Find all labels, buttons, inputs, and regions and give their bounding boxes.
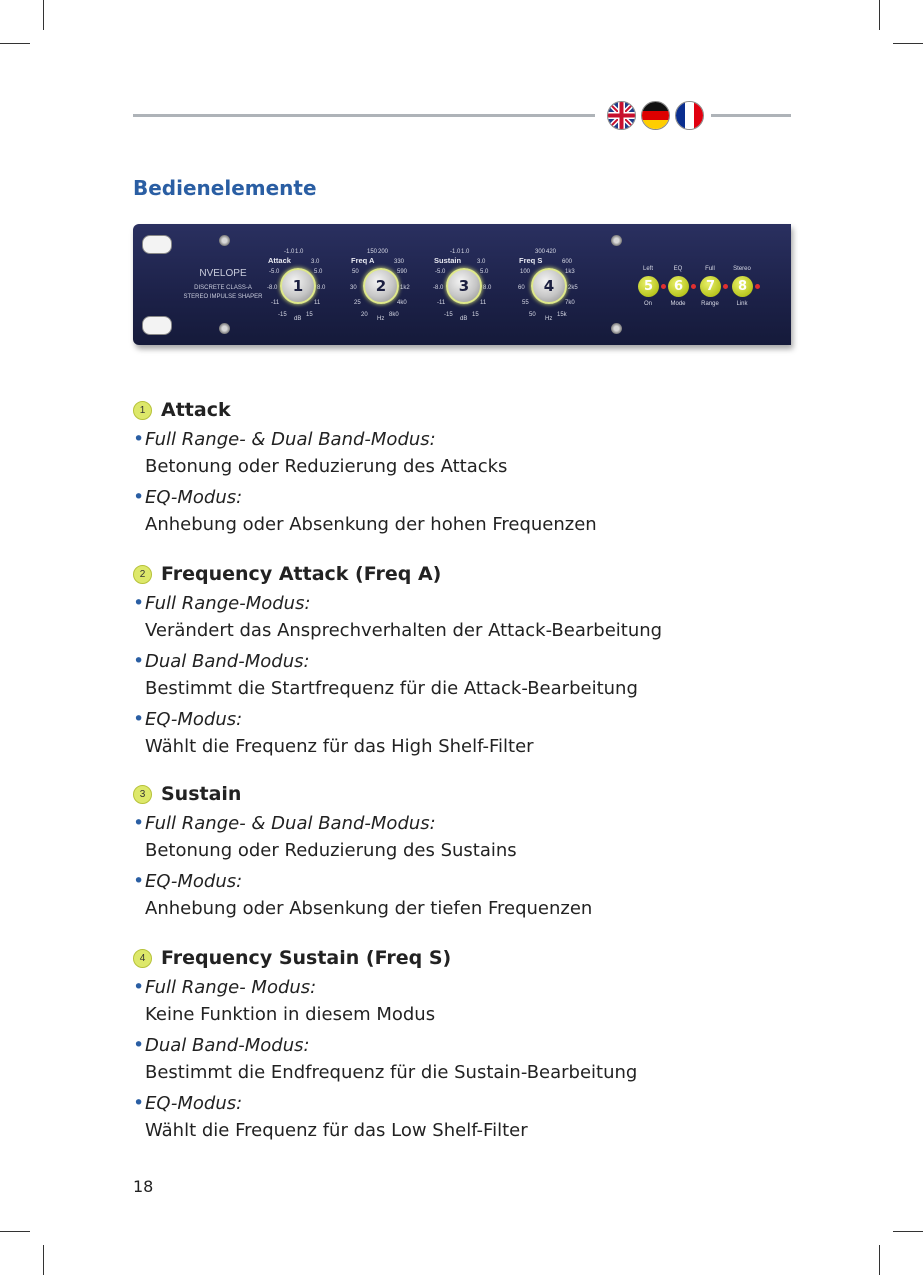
mode-name: EQ-Modus: bbox=[145, 871, 243, 892]
mode-description: Bestimmt die Startfrequenz für die Attack-Bearbeitung bbox=[145, 678, 638, 699]
knob-scale-value: 30 bbox=[350, 285, 357, 291]
bullet-icon: • bbox=[133, 1092, 145, 1114]
knob-scale-value: 100 bbox=[520, 269, 531, 275]
section-heading bbox=[133, 398, 833, 422]
knob-scale-value: 2k5 bbox=[568, 285, 578, 291]
crop-mark bbox=[893, 1231, 923, 1232]
knob-scale-value: -8.0 bbox=[267, 285, 278, 291]
page-title: Bedienelemente bbox=[133, 176, 317, 200]
bullet-icon: • bbox=[133, 486, 145, 508]
knob-4[interactable]: 4 bbox=[531, 268, 567, 304]
control-section bbox=[133, 946, 833, 1144]
button-6[interactable]: 6 bbox=[668, 276, 689, 297]
control-section bbox=[133, 562, 833, 760]
section-number-badge: 4 bbox=[133, 949, 152, 968]
uk-flag-icon[interactable] bbox=[607, 101, 636, 130]
knob-label: Sustain bbox=[434, 256, 462, 265]
button-top-label: Full bbox=[705, 266, 715, 272]
knob-scale-value: 600 bbox=[562, 259, 573, 265]
knob-scale-value: 15 bbox=[306, 312, 313, 318]
knob-scale-value: -5.0 bbox=[269, 269, 280, 275]
knob-scale-value: -15 bbox=[444, 312, 453, 318]
knob-scale-value: 11 bbox=[480, 300, 487, 306]
led-indicator bbox=[755, 284, 760, 289]
mode-description: Betonung oder Reduzierung des Sustains bbox=[145, 840, 517, 861]
knob-2[interactable]: 2 bbox=[363, 268, 399, 304]
crop-mark bbox=[879, 1245, 880, 1275]
knob-scale-value: 3.0 bbox=[477, 259, 486, 265]
screw-icon bbox=[219, 323, 230, 334]
section-title: Frequency Attack (Freq A) bbox=[161, 563, 442, 585]
rack-hole bbox=[142, 235, 172, 254]
knob-scale-value: 4k0 bbox=[397, 300, 407, 306]
control-section bbox=[133, 398, 833, 538]
section-number-badge: 2 bbox=[133, 565, 152, 584]
mode-item bbox=[133, 590, 833, 644]
screw-icon bbox=[219, 235, 230, 246]
section-number-badge: 1 bbox=[133, 401, 152, 420]
button-bottom-label: Link bbox=[736, 301, 748, 307]
knob-scale-value: -11 bbox=[271, 300, 280, 306]
section-title: Sustain bbox=[161, 783, 242, 805]
button-7[interactable]: 7 bbox=[700, 276, 721, 297]
button-5[interactable]: 5 bbox=[638, 276, 659, 297]
crop-mark bbox=[893, 43, 923, 44]
knob-scale-value: 1k3 bbox=[565, 269, 575, 275]
crop-mark bbox=[43, 0, 44, 30]
crop-mark bbox=[879, 0, 880, 30]
bullet-icon: • bbox=[133, 1034, 145, 1056]
knob-label: Attack bbox=[268, 256, 291, 265]
header-rule-right bbox=[711, 114, 791, 117]
knob-scale-value: 20 bbox=[361, 312, 368, 318]
led-indicator bbox=[723, 284, 728, 289]
brand-name: NVELOPE bbox=[199, 268, 247, 279]
knob-scale-value: 1.0 bbox=[295, 249, 304, 255]
mode-description: Wählt die Frequenz für das Low Shelf-Filter bbox=[145, 1120, 528, 1141]
knob-1[interactable]: 1 bbox=[280, 268, 316, 304]
mode-name: EQ-Modus: bbox=[145, 709, 243, 730]
mode-item bbox=[133, 484, 833, 538]
mode-item bbox=[133, 1090, 833, 1144]
section-heading bbox=[133, 782, 833, 806]
bullet-icon: • bbox=[133, 592, 145, 614]
device-front-panel bbox=[133, 224, 791, 345]
crop-mark bbox=[0, 43, 30, 44]
bullet-icon: • bbox=[133, 976, 145, 998]
section-title: Frequency Sustain (Freq S) bbox=[161, 947, 452, 969]
knob-scale-value: 420 bbox=[546, 249, 557, 255]
bullet-icon: • bbox=[133, 708, 145, 730]
knob-scale-value: 50 bbox=[529, 312, 536, 318]
knob-unit: Hz bbox=[377, 316, 385, 322]
mode-name: Dual Band-Modus: bbox=[145, 651, 310, 672]
mode-description: Verändert das Ansprechverhalten der Attack-Bearbeitung bbox=[145, 620, 663, 641]
mode-description: Keine Funktion in diesem Modus bbox=[145, 1004, 436, 1025]
mode-item bbox=[133, 974, 833, 1028]
knob-unit: dB bbox=[460, 316, 468, 322]
button-8[interactable]: 8 bbox=[732, 276, 753, 297]
knob-scale-value: 55 bbox=[522, 300, 529, 306]
section-heading bbox=[133, 946, 833, 970]
mode-name: Full Range- & Dual Band-Modus: bbox=[145, 429, 436, 450]
section-title: Attack bbox=[161, 399, 231, 421]
knob-unit: dB bbox=[294, 316, 302, 322]
button-bottom-label: Range bbox=[701, 301, 719, 307]
page-number: 18 bbox=[133, 1177, 154, 1196]
led-indicator bbox=[661, 284, 666, 289]
header-rule-left bbox=[133, 114, 595, 117]
button-bottom-label: Mode bbox=[670, 301, 686, 307]
knob-scale-value: 15k bbox=[557, 312, 567, 318]
section-heading bbox=[133, 562, 833, 586]
knob-scale-value: 8.0 bbox=[317, 285, 326, 291]
bullet-icon: • bbox=[133, 428, 145, 450]
knob-scale-value: -1.0 bbox=[450, 249, 461, 255]
mode-name: Full Range-Modus: bbox=[145, 593, 311, 614]
mode-name: EQ-Modus: bbox=[145, 487, 243, 508]
knob-scale-value: 3.0 bbox=[311, 259, 320, 265]
knob-scale-value: 150 bbox=[367, 249, 378, 255]
knob-scale-value: 8k0 bbox=[389, 312, 399, 318]
knob-scale-value: 5.0 bbox=[480, 269, 489, 275]
knob-scale-value: 330 bbox=[394, 259, 405, 265]
bullet-icon: • bbox=[133, 870, 145, 892]
knob-scale-value: 200 bbox=[378, 249, 389, 255]
button-top-label: EQ bbox=[673, 266, 683, 272]
knob-scale-value: 8.0 bbox=[483, 285, 492, 291]
crop-mark bbox=[43, 1245, 44, 1275]
rack-hole bbox=[142, 316, 172, 335]
knob-unit: Hz bbox=[545, 316, 553, 322]
screw-icon bbox=[611, 323, 622, 334]
knob-scale-value: -1.0 bbox=[284, 249, 295, 255]
crop-mark bbox=[0, 1231, 30, 1232]
mode-item bbox=[133, 868, 833, 922]
knob-scale-value: 11 bbox=[314, 300, 321, 306]
knob-scale-value: 50 bbox=[352, 269, 359, 275]
control-section bbox=[133, 782, 833, 922]
knob-scale-value: -11 bbox=[437, 300, 446, 306]
mode-item bbox=[133, 810, 833, 864]
brand-subtitle: DISCRETE CLASS-A bbox=[194, 285, 252, 291]
bullet-icon: • bbox=[133, 812, 145, 834]
button-bottom-label: On bbox=[643, 301, 652, 307]
mode-description: Anhebung oder Absenkung der tiefen Frequenzen bbox=[145, 898, 593, 919]
led-indicator bbox=[691, 284, 696, 289]
screw-icon bbox=[611, 235, 622, 246]
button-top-label: Stereo bbox=[733, 266, 751, 272]
knob-scale-value: 300 bbox=[535, 249, 546, 255]
knob-3[interactable]: 3 bbox=[446, 268, 482, 304]
mode-description: Wählt die Frequenz für das High Shelf-Filter bbox=[145, 736, 534, 757]
knob-scale-value: 15 bbox=[472, 312, 479, 318]
france-flag-icon[interactable] bbox=[675, 101, 704, 130]
mode-item bbox=[133, 1032, 833, 1086]
mode-item bbox=[133, 648, 833, 702]
bullet-icon: • bbox=[133, 650, 145, 672]
knob-scale-value: -8.0 bbox=[433, 285, 444, 291]
knob-scale-value: -5.0 bbox=[435, 269, 446, 275]
knob-scale-value: 60 bbox=[518, 285, 525, 291]
mode-item bbox=[133, 426, 833, 480]
mode-description: Anhebung oder Absenkung der hohen Frequenzen bbox=[145, 514, 597, 535]
button-top-label: Left bbox=[642, 266, 653, 272]
knob-scale-value: 1k2 bbox=[400, 285, 410, 291]
knob-scale-value: 7k0 bbox=[565, 300, 575, 306]
brand-subtitle: STEREO IMPULSE SHAPER bbox=[183, 294, 263, 300]
knob-label: Freq A bbox=[351, 256, 375, 265]
knob-scale-value: 1.0 bbox=[461, 249, 470, 255]
mode-description: Bestimmt die Endfrequenz für die Sustain-Bearbeitung bbox=[145, 1062, 638, 1083]
section-number-badge: 3 bbox=[133, 785, 152, 804]
knob-scale-value: 590 bbox=[397, 269, 408, 275]
mode-description: Betonung oder Reduzierung des Attacks bbox=[145, 456, 508, 477]
mode-name: EQ-Modus: bbox=[145, 1093, 243, 1114]
knob-label: Freq S bbox=[519, 256, 543, 265]
knob-scale-value: 5.0 bbox=[314, 269, 323, 275]
mode-name: Full Range- & Dual Band-Modus: bbox=[145, 813, 436, 834]
mode-name: Full Range- Modus: bbox=[145, 977, 317, 998]
knob-scale-value: -15 bbox=[278, 312, 287, 318]
mode-item bbox=[133, 706, 833, 760]
mode-name: Dual Band-Modus: bbox=[145, 1035, 310, 1056]
germany-flag-icon[interactable] bbox=[641, 101, 670, 130]
knob-scale-value: 25 bbox=[354, 300, 361, 306]
